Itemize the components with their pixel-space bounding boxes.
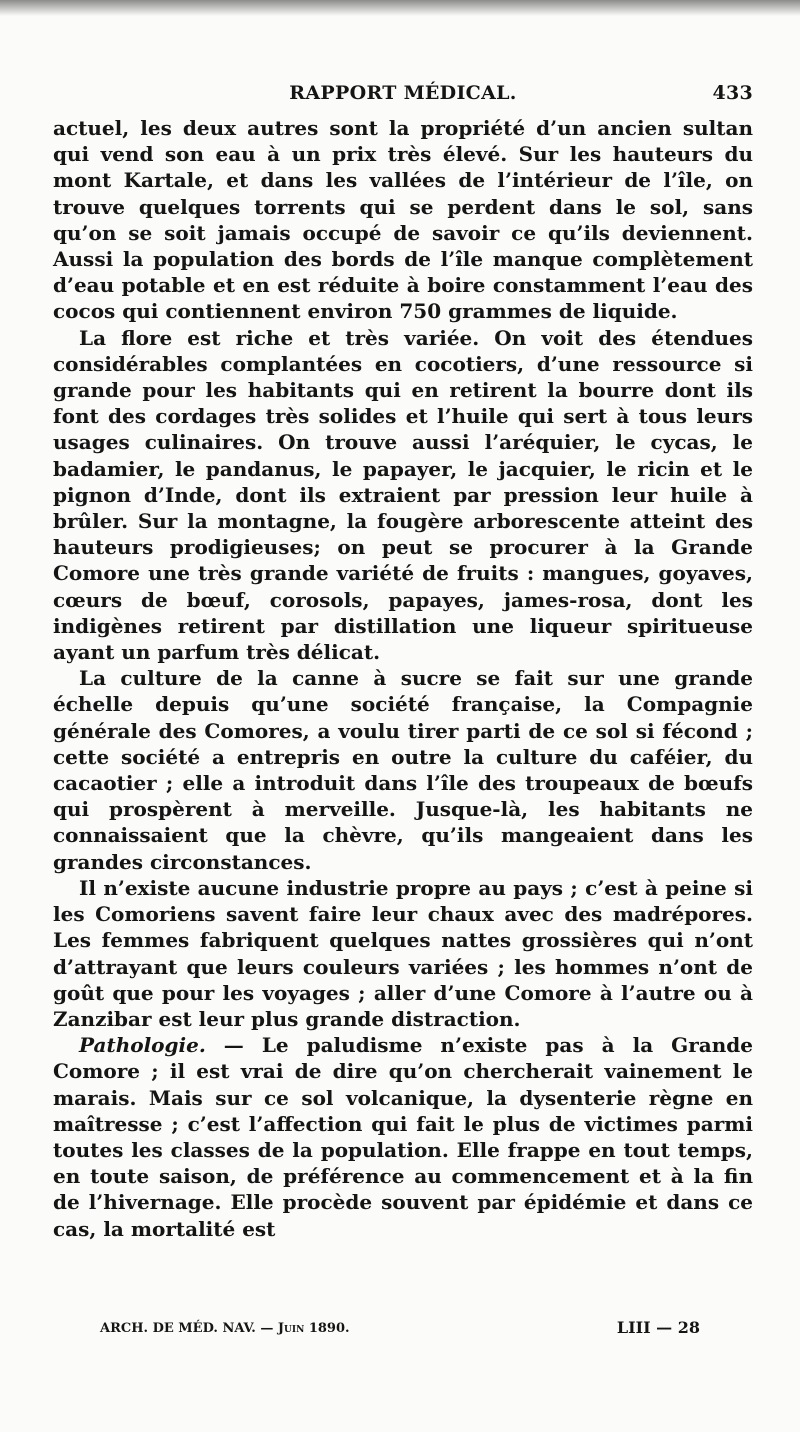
section-title-pathology: Pathologie.	[79, 1033, 206, 1058]
paragraph-sugar-cane: La culture de la canne à sucre se fait sur une grande échelle depuis qu’une société française, la Compagnie générale des Comores, a voulu tirer parti de ce sol si fécond ; cette société a entrepris en outre la culture du caféier, du cacaotier ; elle a introduit dans l’île des troupeaux de bœufs qui prospèrent à merveille. Jusque-là, les habitants ne connaissaient que la chèvre, qu’ils mangeaient dans les grandes circonstances.	[53, 666, 753, 874]
paragraph-industry: Il n’existe aucune industrie propre au pays ; c’est à peine si les Comoriens savent faire leur chaux avec des madrépores. Les femmes fabriquent quelques nattes grossières qui n’ont d’attrayant que leurs couleurs variées ; les hommes n’ont de goût que pour les voyages ; aller d’une Comore à l’autre ou à Zanzibar est leur plus grande distraction.	[53, 875, 753, 1031]
pathology-text: — Le paludisme n’existe pas à la Grande Comore ; il est vrai de dire qu’on chercherait vainement le marais. Mais sur ce sol volcanique, la dysenterie règne en maîtresse ; c’est l’affection qui fait le plus de victimes parmi toutes les classes de la population. Elle frappe en tout temps, en toute saison, de préférence au commencement et à la fin de l’hivernage. Elle procède souvent par épidémie et dans ce cas, la mortalité est	[53, 1033, 753, 1241]
journal-reference: ARCH. DE MÉD. NAV. — Juin 1890.	[100, 1321, 350, 1336]
page-footer	[100, 1318, 700, 1342]
paragraph-water: actuel, les deux autres sont la propriété d’un ancien sultan qui vend son eau à un prix très élevé. Sur les hauteurs du mont Kartale, et dans les vallées de l’intérieur de l’île, on trouve quelques torrents qui se perdent dans le sol, sans qu’on se soit jamais occupé de savoir ce qu’ils deviennent. Aussi la population des bords de l’île manque complètement d’eau potable et en est réduite à boire constamment l’eau des cocos qui contiennent environ 750 grammes de liquide.	[53, 116, 753, 324]
header-title: RAPPORT MÉDICAL.	[289, 82, 517, 104]
paragraph-flora: La flore est riche et très variée. On voit des étendues considérables complantées en cocotiers, d’une ressource si grande pour les habitants qui en retirent la bourre dont ils font des cordages très solides et l’huile qui sert à tous leurs usages culinaires. On trouve aussi l’aréquier, le cycas, le badamier, le pandanus, le papayer, le jacquier, le ricin et le pignon d’Inde, dont ils extraient par pression leur huile à brûler. Sur la montagne, la fougère arborescente atteint des hauteurs prodigieuses; on peut se procurer à la Grande Comore une très grande variété de fruits : mangues, goyaves, cœurs de bœuf, corosols, papayes, james-rosa, dont les indigènes retirent par distillation une liqueur spiritueuse ayant un parfum très délicat.	[53, 325, 753, 665]
signature-mark: LIII — 28	[616, 1318, 700, 1337]
paragraph-pathology	[53, 1032, 753, 1242]
page-number: 433	[712, 82, 753, 104]
running-header	[53, 82, 753, 110]
body-text	[53, 115, 753, 1242]
scan-edge	[0, 0, 800, 16]
